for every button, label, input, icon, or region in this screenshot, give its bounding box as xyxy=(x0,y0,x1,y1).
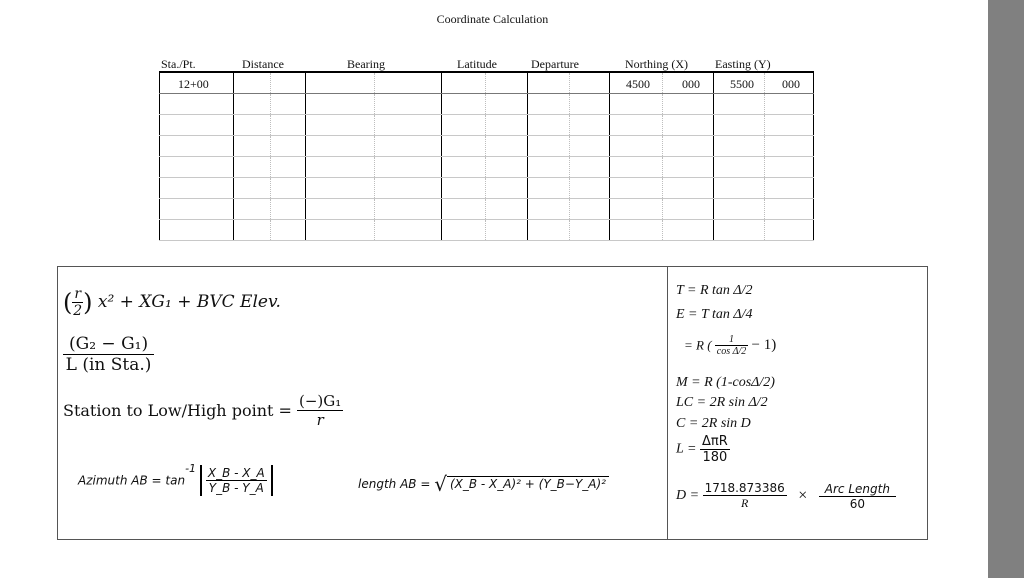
degree-prefix: D = xyxy=(676,488,700,503)
header-departure: Departure xyxy=(531,57,579,71)
table-cell[interactable] xyxy=(714,199,814,220)
arc-length-formula xyxy=(676,434,730,465)
table-cell[interactable] xyxy=(610,136,714,157)
station-value: 12+00 xyxy=(178,77,209,91)
table-cell[interactable] xyxy=(528,72,610,94)
table-cell[interactable] xyxy=(528,115,610,136)
rate-denominator: L (in Sta.) xyxy=(65,355,152,375)
northing-value: 4500 xyxy=(626,77,650,91)
station-low-high-label: Station to Low/High point = xyxy=(63,401,292,420)
northing-decimal: 000 xyxy=(682,77,700,91)
table-cell[interactable] xyxy=(714,115,814,136)
formula-divider xyxy=(667,266,668,540)
long-chord-formula: LC = 2R sin Δ/2 xyxy=(676,395,768,410)
header-northing: Northing (X) xyxy=(625,57,688,71)
vertical-curve-terms: x² + XG₁ + BVC Elev. xyxy=(97,292,281,312)
table-cell[interactable] xyxy=(306,72,442,94)
table-cell[interactable] xyxy=(528,136,610,157)
table-cell[interactable] xyxy=(442,136,528,157)
table-cell[interactable] xyxy=(160,199,234,220)
table-cell[interactable] xyxy=(610,220,714,241)
chord-formula: C = 2R sin D xyxy=(676,416,751,431)
external-alt-numerator: 1 xyxy=(715,334,748,346)
degree-numerator2: Arc Length xyxy=(819,482,896,497)
coordinate-table xyxy=(159,71,814,241)
table-cell[interactable] xyxy=(528,94,610,115)
table-row xyxy=(160,72,814,94)
table-cell[interactable] xyxy=(306,157,442,178)
table-cell[interactable] xyxy=(714,72,814,94)
low-high-denominator: r xyxy=(316,411,324,429)
length-radicand: (X_B - X_A)² + (Y_B−Y_A)² xyxy=(447,476,609,491)
table-cell[interactable] xyxy=(442,220,528,241)
table-cell[interactable] xyxy=(306,94,442,115)
table-cell[interactable] xyxy=(160,157,234,178)
table-cell[interactable] xyxy=(234,94,306,115)
table-cell[interactable] xyxy=(306,199,442,220)
table-cell[interactable] xyxy=(714,220,814,241)
table-cell[interactable] xyxy=(442,72,528,94)
external-formula: E = T tan Δ/4 xyxy=(676,307,753,322)
arc-length-denominator: 180 xyxy=(702,450,728,465)
table-cell[interactable] xyxy=(160,115,234,136)
header-station: Sta./Pt. xyxy=(161,57,196,71)
table-row xyxy=(160,94,814,115)
station-low-high-formula xyxy=(63,392,343,429)
table-cell[interactable] xyxy=(306,115,442,136)
table-cell[interactable] xyxy=(528,157,610,178)
azimuth-label: Azimuth AB = tan xyxy=(78,473,186,488)
external-alt-denominator: cos Δ/2 xyxy=(716,346,747,357)
table-row xyxy=(160,136,814,157)
table-cell[interactable] xyxy=(234,72,306,94)
low-high-numerator: (−)G₁ xyxy=(299,392,342,410)
table-cell[interactable] xyxy=(234,178,306,199)
length-formula: length AB = √ (X_B - X_A)² + (Y_B−Y_A)² xyxy=(358,472,609,496)
table-cell[interactable] xyxy=(714,157,814,178)
table-cell[interactable] xyxy=(160,178,234,199)
table-cell[interactable] xyxy=(160,136,234,157)
header-distance: Distance xyxy=(242,57,284,71)
page-title: Coordinate Calculation xyxy=(436,12,549,26)
vertical-curve-formula: ( $\frac{r}{2}$ ) x² + XG₁ + BVC Elev. xyxy=(63,286,281,319)
right-sidebar-scrollbar[interactable] xyxy=(988,0,1024,578)
table-cell[interactable] xyxy=(610,94,714,115)
table-cell[interactable] xyxy=(306,178,442,199)
table-cell[interactable] xyxy=(528,199,610,220)
table-cell[interactable] xyxy=(714,178,814,199)
degree-numerator: 1718.873386 xyxy=(704,481,785,495)
table-cell[interactable] xyxy=(234,220,306,241)
azimuth-denominator: Y_B - Y_A xyxy=(208,481,264,495)
table-cell[interactable] xyxy=(610,199,714,220)
table-cell[interactable] xyxy=(160,220,234,241)
degree-of-curve-formula xyxy=(676,481,896,511)
table-cell[interactable] xyxy=(610,72,714,94)
external-alt-suffix: − 1) xyxy=(751,337,777,353)
table-cell[interactable] xyxy=(442,115,528,136)
table-cell[interactable] xyxy=(234,199,306,220)
table-row xyxy=(160,157,814,178)
table-cell[interactable] xyxy=(610,178,714,199)
table-row xyxy=(160,115,814,136)
degree-times: × xyxy=(798,487,808,504)
table-row xyxy=(160,178,814,199)
table-cell[interactable] xyxy=(610,157,714,178)
arc-length-numerator: ΔπR xyxy=(701,434,728,449)
tangent-formula: T = R tan Δ/2 xyxy=(676,283,753,298)
arc-length-prefix: L = xyxy=(676,441,697,457)
length-label: length AB = xyxy=(358,477,431,491)
rate-of-change-formula xyxy=(63,334,154,375)
external-alt-prefix: = R ( xyxy=(684,337,712,353)
degree-denominator: R xyxy=(740,496,749,510)
table-cell[interactable] xyxy=(442,178,528,199)
azimuth-inverse: -1 xyxy=(185,462,197,475)
table-cell[interactable] xyxy=(528,220,610,241)
rate-numerator: (G₂ − G₁) xyxy=(63,334,154,355)
table-cell[interactable] xyxy=(442,157,528,178)
table-cell[interactable] xyxy=(714,136,814,157)
header-bearing: Bearing xyxy=(347,57,385,71)
table-cell[interactable] xyxy=(306,136,442,157)
table-cell[interactable] xyxy=(610,115,714,136)
table-row xyxy=(160,220,814,241)
table-cell[interactable] xyxy=(160,72,234,94)
table-cell[interactable] xyxy=(234,136,306,157)
middle-ordinate-formula: M = R (1-cosΔ/2) xyxy=(676,375,775,390)
table-row xyxy=(160,199,814,220)
external-alt-formula xyxy=(684,334,776,357)
table-cell[interactable] xyxy=(234,157,306,178)
table-cell[interactable] xyxy=(306,220,442,241)
table-cell[interactable] xyxy=(442,94,528,115)
header-latitude: Latitude xyxy=(457,57,497,71)
table-cell[interactable] xyxy=(714,94,814,115)
azimuth-numerator: X_B - X_A xyxy=(207,466,265,480)
table-cell[interactable] xyxy=(234,115,306,136)
easting-value: 5500 xyxy=(730,77,754,91)
azimuth-formula xyxy=(78,462,273,496)
table-cell[interactable] xyxy=(442,199,528,220)
degree-denominator2: 60 xyxy=(849,496,865,511)
table-cell[interactable] xyxy=(160,94,234,115)
easting-decimal: 000 xyxy=(782,77,800,91)
header-easting: Easting (Y) xyxy=(715,57,771,71)
table-cell[interactable] xyxy=(528,178,610,199)
